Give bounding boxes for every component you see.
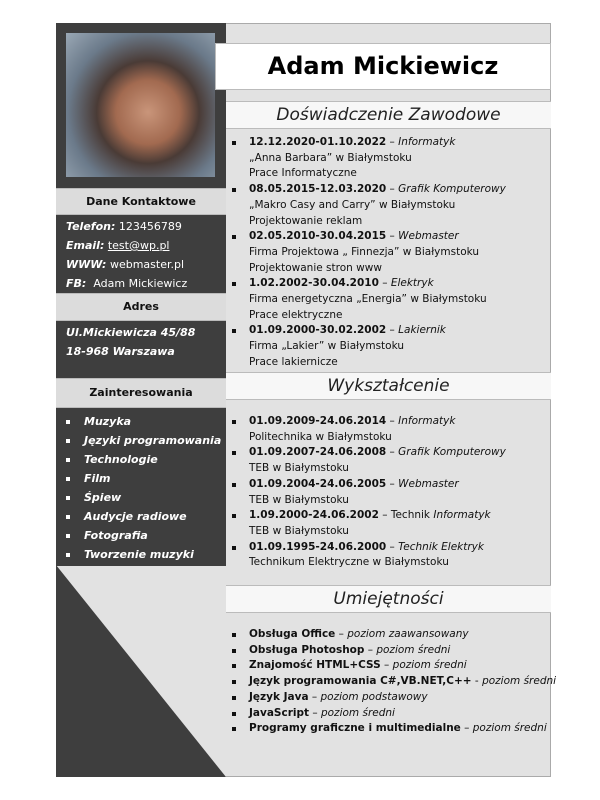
- description: Prace Informatyczne: [249, 167, 357, 180]
- dates: 02.05.2010-30.04.2015: [249, 230, 387, 243]
- dates: 08.05.2015-12.03.2020: [249, 183, 387, 196]
- www-value: webmaster.pl: [109, 258, 185, 271]
- left-column: [56, 23, 226, 777]
- skill-level: poziom średni: [376, 643, 451, 656]
- school: Technikum Elektryczne w Białymstoku: [249, 556, 449, 569]
- phone-label: Telefon:: [66, 220, 116, 233]
- address-line-2: 18-968 Warszawa: [66, 345, 175, 358]
- company: Firma Projektowa „ Finnezja” w Białymstoku: [249, 245, 480, 258]
- interests-list: [66, 412, 221, 564]
- list-item: Muzyka: [66, 412, 221, 431]
- dates: 01.09.2000-30.02.2002: [249, 324, 387, 337]
- education-item: 1.09.2000-24.06.2002 – Technik Informatyk TEB w Białymstoku: [232, 508, 506, 539]
- separator: –: [380, 659, 393, 672]
- education-item: 01.09.2009-24.06.2014 – Informatyk Politechnika w Białymstoku: [232, 414, 506, 445]
- address-header: Adres: [56, 293, 226, 321]
- list-item: Języki programowania: [66, 431, 221, 450]
- list-item: Technologie: [66, 450, 221, 469]
- role: Informatyk: [398, 415, 456, 427]
- school: TEB w Białymstoku: [249, 462, 349, 475]
- education-item: 01.09.1995-24.06.2000 – Technik Elektryk Technikum Elektryczne w Białymstoku: [232, 540, 506, 571]
- list-item: Film: [66, 469, 221, 488]
- dates: 01.09.2009-24.06.2014: [249, 415, 387, 427]
- education-list: [232, 414, 506, 571]
- skill-item: [232, 627, 556, 643]
- skill-level: poziom średni: [392, 659, 467, 672]
- separator: -: [471, 675, 483, 688]
- dates: 1.02.2002-30.04.2010: [249, 277, 379, 290]
- dates: 12.12.2020-01.10.2022: [249, 136, 387, 148]
- company: „Anna Barbara” w Białymstoku: [249, 151, 412, 164]
- list-item: Fotografia: [66, 526, 221, 545]
- education-item: 01.09.2004-24.06.2005 – Webmaster TEB w Białymstoku: [232, 477, 506, 508]
- email-label: Email:: [66, 239, 105, 252]
- education-item: 01.09.2007-24.06.2008 – Grafik Komputerowy TEB w Białymstoku: [232, 445, 506, 476]
- contact-email: [66, 239, 169, 252]
- address-panel: [56, 321, 226, 378]
- role: Webmaster: [398, 477, 459, 490]
- role: Elektryk: [390, 277, 434, 290]
- contact-phone: [66, 220, 182, 233]
- skill-level: poziom zaawansowany: [347, 628, 469, 640]
- role: Informatyk: [433, 509, 491, 522]
- fb-label: FB:: [66, 277, 87, 290]
- email-link[interactable]: test@wp.pl: [107, 239, 170, 252]
- experience-item: 01.09.2000-30.02.2002 – Lakiernik Firma „Lakier” w Białymstoku Prace lakiernicze: [232, 323, 506, 370]
- interests-header: Zainteresowania: [56, 378, 226, 408]
- experience-item: 02.05.2010-30.04.2015 – Webmaster Firma Projektowa „ Finnezja” w Białymstoku Projektowanie stron www: [232, 229, 506, 276]
- separator: –: [309, 706, 321, 719]
- contact-panel: [56, 215, 226, 293]
- dates: 1.09.2000-24.06.2002: [249, 509, 379, 522]
- skill-name: Język Java: [249, 690, 309, 703]
- school: Politechnika w Białymstoku: [249, 430, 392, 443]
- school: TEB w Białymstoku: [249, 524, 349, 537]
- role: Technik Elektryk: [398, 540, 484, 553]
- name-title: Adam Mickiewicz: [215, 43, 551, 90]
- role: Grafik Komputerowy: [398, 446, 506, 459]
- skill-name: JavaScript: [249, 706, 310, 719]
- dates: 01.09.2007-24.06.2008: [249, 446, 387, 459]
- description: Projektowanie stron www: [249, 261, 382, 274]
- contact-www: [66, 258, 184, 271]
- dates: 01.09.2004-24.06.2005: [249, 477, 387, 490]
- decorative-triangle: [56, 565, 226, 777]
- separator: –: [460, 722, 473, 735]
- experience-item: 12.12.2020-01.10.2022 – Informatyk „Anna Barbara” w Białymstoku Prace Informatyczne: [232, 135, 506, 182]
- description: Projektowanie reklam: [249, 214, 363, 227]
- skill-item: [232, 690, 556, 706]
- address-line-1: Ul.Mickiewicza 45/88: [66, 326, 196, 339]
- photo-panel: [56, 23, 226, 188]
- skills-list: [232, 627, 556, 737]
- phone-value: 123456789: [118, 220, 182, 233]
- skill-level: poziom podstawowy: [320, 690, 428, 703]
- dates: 01.09.1995-24.06.2000: [249, 540, 387, 553]
- skill-item: [232, 721, 556, 737]
- list-item: Tworzenie muzyki: [66, 545, 221, 564]
- company: Firma „Lakier” w Białymstoku: [249, 340, 404, 353]
- skill-level: poziom średni: [482, 675, 557, 688]
- skill-name: Obsługa Photoshop: [249, 643, 365, 656]
- company: „Makro Casy and Carry” w Białymstoku: [249, 198, 456, 211]
- school: TEB w Białymstoku: [249, 493, 349, 506]
- skill-item: [232, 658, 556, 674]
- role: Informatyk: [398, 136, 456, 148]
- description: Prace elektryczne: [249, 308, 343, 321]
- profile-photo: [66, 33, 215, 177]
- skill-name: Znajomość HTML+CSS: [249, 659, 381, 672]
- company: Firma energetyczna „Energia” w Białymstoku: [249, 293, 487, 306]
- experience-list: [232, 135, 506, 371]
- separator: –: [364, 643, 377, 656]
- separator: –: [335, 628, 348, 640]
- separator: –: [308, 690, 321, 703]
- role-prefix: Technik: [390, 509, 434, 522]
- experience-item: 1.02.2002-30.04.2010 – Elektryk Firma energetyczna „Energia” w Białymstoku Prace elektryczne: [232, 276, 506, 323]
- role: Webmaster: [398, 230, 459, 243]
- role: Lakiernik: [398, 324, 446, 337]
- description: Prace lakiernicze: [249, 355, 338, 368]
- education-header: Wykształcenie: [226, 372, 551, 400]
- fb-value: Adam Mickiewicz: [93, 277, 188, 290]
- skill-name: Obsługa Office: [249, 628, 336, 640]
- skill-item: [232, 643, 556, 659]
- role: Grafik Komputerowy: [398, 183, 506, 196]
- skill-item: [232, 674, 556, 690]
- skill-item: [232, 706, 556, 722]
- skill-level: poziom średni: [472, 722, 547, 735]
- experience-item: 08.05.2015-12.03.2020 – Grafik Komputerowy „Makro Casy and Carry” w Białymstoku Projektowanie reklam: [232, 182, 506, 229]
- skills-header: Umiejętności: [226, 585, 551, 613]
- contact-header: Dane Kontaktowe: [56, 188, 226, 215]
- www-label: WWW:: [66, 258, 107, 271]
- experience-header: Doświadczenie Zawodowe: [226, 101, 551, 129]
- skill-name: Programy graficzne i multimedialne: [249, 722, 461, 735]
- skill-name: Język programowania C#,VB.NET,C++: [249, 675, 472, 688]
- list-item: Śpiew: [66, 488, 221, 507]
- contact-fb: [66, 277, 187, 290]
- skill-level: poziom średni: [320, 706, 395, 719]
- list-item: Audycje radiowe: [66, 507, 221, 526]
